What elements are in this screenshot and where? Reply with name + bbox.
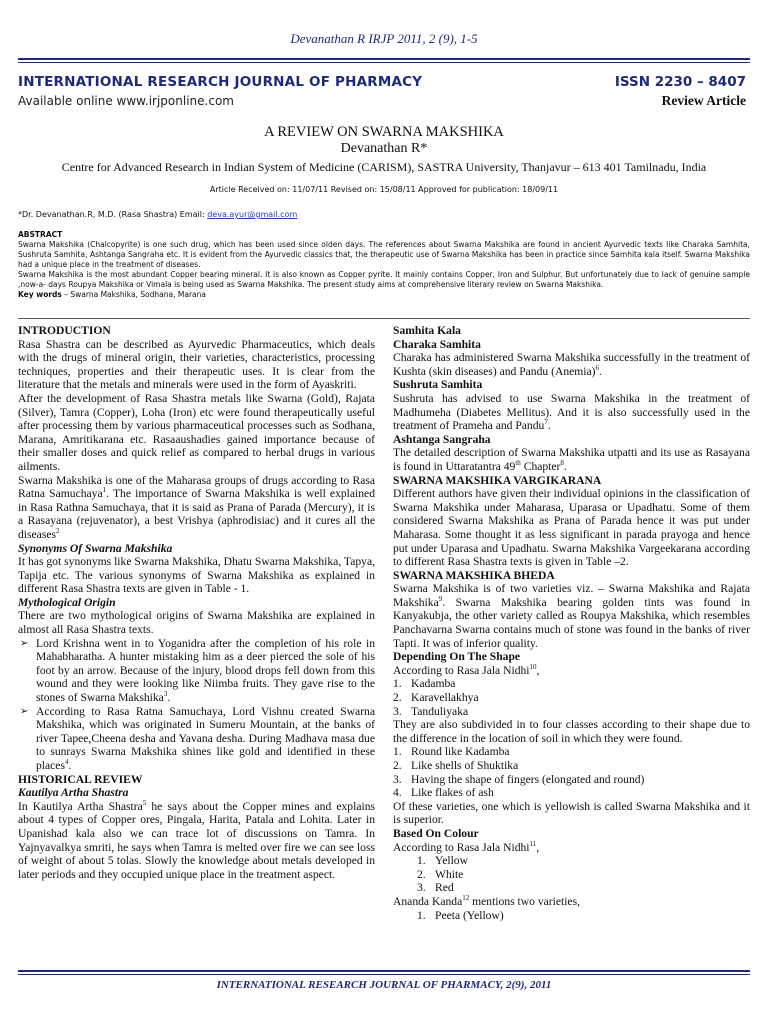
paragraph-text: In Kautilya Artha Shastra <box>18 799 143 813</box>
list-item: 1. Round like Kadamba <box>393 745 510 759</box>
paragraph: Rasa Shastra can be described as Ayurvedic Pharmaceutics, which deals with the drugs of mineral origin, their varieties, characteristics, processing techniques, properties and their therapeutic uses. It is clear from the literature that the metals and minerals were used in the form of Ayaskriti. <box>18 337 375 392</box>
subsection-heading: Kautilya Artha Shastra <box>18 786 129 800</box>
paragraph: There are two mythological origins of Swarna Makshika are explained in almost all Rasa Shastra texts. <box>18 609 375 637</box>
citation: 3 <box>163 690 168 699</box>
article-author: Devanathan R* <box>340 141 428 156</box>
paragraph: After the development of Rasa Shastra metals like Swarna (Gold), Rajata (Silver), Tamra (Copper), Loha (Iron) etc were found therapeutically useful after processing them by various pharmaceutical processes such as Sodhana, Marana, Amritikarana etc. Rasaaushadies gained importance because of their smaller doses and quick relief as compared to herbal drugs in various ailments. <box>18 391 375 473</box>
abstract-paragraph: Swarna Makshika (Chalcopyrite) is one such drug, which has been used since olden days. The references about Swarna Makshika are found in ancient Ayurvedic texts like Charaka Samhita, Sushruta Samhita, Ashtanga Sangraha etc. It is evident from the Ayurvedic classics that, the therapeutic use of Swarna Makshika has been in practice since Samhita kala itself. Swarna Makshika had a unique place in the treatment of diseases. <box>18 240 750 269</box>
subsection-heading: Synonyms Of Swarna Makshika <box>18 541 173 555</box>
subsection-heading: Charaka Samhita <box>393 337 481 351</box>
list-item-text: Like shells of Shuktika <box>411 759 519 772</box>
running-head: Devanathan R IRJP 2011, 2 (9), 1-5 <box>290 31 478 46</box>
citation: 11 <box>529 839 537 848</box>
paragraph-text: The detailed description of Swarna Makshika utpatti and its use as Rasayana is found in Uttaratantra 49 <box>393 446 750 473</box>
subsection-heading: Ashtanga Sangraha <box>393 432 491 446</box>
list-item: 3. Red <box>417 881 454 895</box>
paragraph: Charaka has administered Swarna Makshika successfully in the treatment of Kushta (skin diseases) and Pandu (Anemia)$^6$. <box>393 351 750 378</box>
citation: 6 <box>595 363 600 372</box>
corresponding-label: *Dr. Devanathan.R, M.D. (Rasa Shastra) Email: <box>18 210 205 219</box>
numbered-list <box>393 677 750 718</box>
list-item: 4. Like flakes of ash <box>393 786 494 800</box>
keywords-text: – Swarna Makshika, Sodhana, Marana <box>61 290 206 299</box>
list-item: ➢ According to Rasa Ratna Samuchaya, Lord Vishnu created Swarna Makshika, which was originated in Sumeru Mountain, at the banks of river Tapee,Cheena desha and Yavana desha. During Madhava masa due to sunrays Swarna Makshika shines like gold and identified in these places$^4$. <box>18 705 375 773</box>
citation: 9 <box>438 595 443 604</box>
paragraph-text: Swarna Makshika is one of the Maharasa groups of drugs according to Rasa Ratna Samuchaya <box>18 473 375 501</box>
keywords <box>18 290 750 300</box>
subsection-heading: Sushruta Samhita <box>393 378 483 392</box>
section-heading: SWARNA MAKSHIKA VARGIKARANA <box>393 473 602 487</box>
keywords-label: Key words <box>18 290 62 299</box>
list-item: 3. Tanduliyaka <box>393 704 469 718</box>
paragraph <box>18 800 375 882</box>
numbered-list <box>393 745 750 799</box>
author-affiliation: Centre for Advanced Research in Indian System of Medicine (CARISM), SASTRA University, Thanjavur – 613 401 Tamilnadu, India <box>61 160 707 174</box>
list-item: 2. Karavellakhya <box>393 691 479 705</box>
list-item-text: Round like Kadamba <box>411 745 510 759</box>
issn: ISSN 2230 – 8407 <box>614 74 746 90</box>
abstract-divider <box>18 318 750 319</box>
footer-rule <box>18 970 750 972</box>
header-rule-thin <box>18 62 750 63</box>
numbered-list <box>393 909 750 923</box>
citation: 1 <box>102 486 107 495</box>
list-item-text: Red <box>435 881 454 895</box>
journal-name: INTERNATIONAL RESEARCH JOURNAL OF PHARMACY <box>18 74 423 90</box>
paragraph: Different authors have given their individual opinions in the classification of Swarna Makshika under Maharasa, Uparasa or Upadhatu. Some of them considered Swarna Makshika as Prana of Parada hence it was put under Maharasa. Some thought it as less significant in parada prayoga and hence put under Uparasa and Upadhatu. Swarna Makshika Vargeekarana according to different Rasa Shastra texts is given in Table –2. <box>393 487 750 569</box>
page-footer: INTERNATIONAL RESEARCH JOURNAL OF PHARMACY, 2(9), 2011 <box>216 979 552 991</box>
list-item: 1. Kadamba <box>393 677 456 691</box>
paragraph-text: . The importance of Swarna Makshika is well explained in Rasa Rathna Samuchaya, that it is said as Prana of Parada (Mercury), it is a Rasayana (rejuvenator), a best Vrishya (aphrodisiac) and it cures all the diseases <box>18 487 375 541</box>
citation: 12 <box>462 894 470 903</box>
list-item-text: Having the shape of fingers (elongated and round) <box>411 772 645 786</box>
paragraph-text: Chapter <box>520 459 561 473</box>
article-type: Review Article <box>661 93 746 108</box>
citation: 2 <box>56 527 60 536</box>
section-heading: INTRODUCTION <box>18 324 111 337</box>
list-item-text: Yellow <box>435 854 468 868</box>
paragraph: Of these varieties, one which is yellowish is called Swarna Makshika and it is superior. <box>393 799 750 827</box>
online-availability: Available online www.irjponline.com <box>18 94 234 108</box>
list-item-text: Lord Krishna went in to Yoganidra after the completion of his role in Mahabharatha. A hunter mistaking him as a deer pierced the sole of his foot by an arrow. Because of the injury, blood drops fell down from this wound and they were looking like Niimba fruits. They gave rise to the stones of Swarna Makshika <box>36 636 375 705</box>
citation: 7 <box>544 418 548 427</box>
paragraph <box>18 474 375 542</box>
citation: 10 <box>529 662 537 671</box>
paragraph: According to Rasa Jala Nidhi$^{11}$, <box>393 839 540 854</box>
list-item-text: White <box>435 867 464 881</box>
paragraph-text: Swarna Makshika is of two varieties viz. – Swarna Makshika and Rajata Makshika <box>393 582 750 609</box>
abstract-heading: ABSTRACT <box>18 230 63 239</box>
paragraph: According to Rasa Jala Nidhi$^{10}$, <box>393 662 540 677</box>
citation: 5 <box>142 798 147 807</box>
paragraph-text: Ananda Kanda <box>393 894 463 908</box>
paragraph: The detailed description of Swarna Makshika utpatti and its use as Rasayana is found in Uttaratantra 49th Chapter$^8$. <box>393 446 750 473</box>
section-heading: Samhita Kala <box>393 324 461 337</box>
paragraph-text: . Swarna Makshika bearing golden tints was found in Kanyakubja, the other variety called as Roupya Makshika, which resembles Panchavarna Swarna contains much of stone was found in the banks of river Tapti. It was of inferior quality. <box>393 595 750 650</box>
ordinal-suffix: th <box>515 459 521 468</box>
paragraph-text: Charaka has administered Swarna Makshika successfully in the treatment of Kushta (skin diseases) and Pandu (Anemia) <box>393 351 750 378</box>
paragraph-text: According to Rasa Jala Nidhi <box>393 663 530 677</box>
list-item: 2. White <box>417 867 464 881</box>
abstract <box>18 230 750 300</box>
list-item-text: Peeta (Yellow) <box>435 908 504 922</box>
list-item-text: Karavellakhya <box>411 691 479 705</box>
email-link[interactable]: deva.ayur@gmail.com <box>207 210 298 219</box>
section-heading: HISTORICAL REVIEW <box>18 772 143 786</box>
paragraph: They are also subdivided in to four classes according to their shape due to the difference in the location of soil in which they were found. <box>393 718 750 745</box>
citation: 8 <box>560 459 564 468</box>
numbered-list <box>393 854 750 895</box>
list-item-text: Like flakes of ash <box>411 786 494 800</box>
article-title: A REVIEW ON SWARNA MAKSHIKA <box>264 124 504 140</box>
paragraph: Sushruta has advised to use Swarna Makshika in the treatment of Madhumeha (Diabetes Mellitus). And it is also successfully used in the treatment of Prameha and Pandu$^7$. <box>393 391 750 433</box>
subsection-heading: Depending On The Shape <box>393 650 521 664</box>
list-item: 2. Like shells of Shuktika <box>393 759 519 772</box>
paragraph-text: he says about the Copper mines and explains about 4 types of Copper ores, Pingala, Harita, Patala and Lohita. Later in Upanishad kala also we can trace lot of discussions on Tamra. In Yajnyavalkya smriti, he says when Tamra is melted over fire we can see loss of weight of about 5 tolas. Slowly the knowledge about metals developed in later periods and they occupied unique place in the treatment aspect. <box>18 799 376 881</box>
section-heading: SWARNA MAKSHIKA BHEDA <box>393 568 555 582</box>
list-item: 1. Yellow <box>417 854 468 868</box>
abstract-paragraph: Swarna Makshika is the most abundant Copper bearing mineral. It is also known as Copper pyrite. It mainly contains Copper, Iron and Sulphur. But unfortunately due to lack of genuine sample ,now-a- days Roupya Makshika or Vimala is being used as Swarna Makshika. The present study aims at comprehensive literary review on Swarna Makshika. <box>18 270 750 289</box>
list-item: 1. Peeta (Yellow) <box>417 908 504 922</box>
paragraph-text: Sushruta has advised to use Swarna Makshika in the treatment of Madhumeha (Diabetes Mellitus). And it is also successfully used in the treatment of Prameha and Pandu <box>393 391 750 433</box>
list-item: ➢ Lord Krishna went in to Yoganidra after the completion of his role in Mahabharatha. A hunter mistaking him as a deer pierced the sole of his foot by an arrow. Because of the injury, blood drops fell down from this wound and they were looking like Niimba fruits. They gave rise to the stones of Swarna Makshika$^3$. <box>18 637 375 705</box>
list-item-text: Tanduliyaka <box>411 704 469 718</box>
paragraph: It has got synonyms like Swarna Makshika, Dhatu Swarna Makshika, Tapya, Tapija etc. The various synonyms of Swarna Makshika as explained in different Rasa Shastra texts are given in Table - 1. <box>18 555 375 596</box>
paragraph <box>393 582 750 650</box>
subsection-heading: Based On Colour <box>393 826 479 840</box>
paragraph <box>393 895 750 909</box>
right-column <box>393 324 750 922</box>
corresponding-author <box>18 210 297 219</box>
footer-rule-thin <box>18 974 750 975</box>
list-item-text: Kadamba <box>411 677 456 691</box>
subsection-heading: Mythological Origin <box>18 595 116 609</box>
paragraph-text: mentions two varieties, <box>469 894 580 908</box>
bullet-list <box>18 637 375 773</box>
article-dates: Article Received on: 11/07/11 Revised on: 15/08/11 Approved for publication: 18/09/11 <box>209 185 559 194</box>
citation: 4 <box>64 758 69 767</box>
list-item: 3. Having the shape of fingers (elongated and round) <box>393 772 645 786</box>
header-rule <box>18 58 750 60</box>
list-item-text: According to Rasa Ratna Samuchaya, Lord Vishnu created Swarna Makshika, which was originated in Sumeru Mountain, at the banks of river Tapee,Cheena desha and Yavana desha. During Madhava masa due to sunrays Swarna Makshika shines like gold and identified in these places <box>36 704 375 772</box>
left-column <box>18 324 375 881</box>
paragraph-text: According to Rasa Jala Nidhi <box>393 840 530 854</box>
